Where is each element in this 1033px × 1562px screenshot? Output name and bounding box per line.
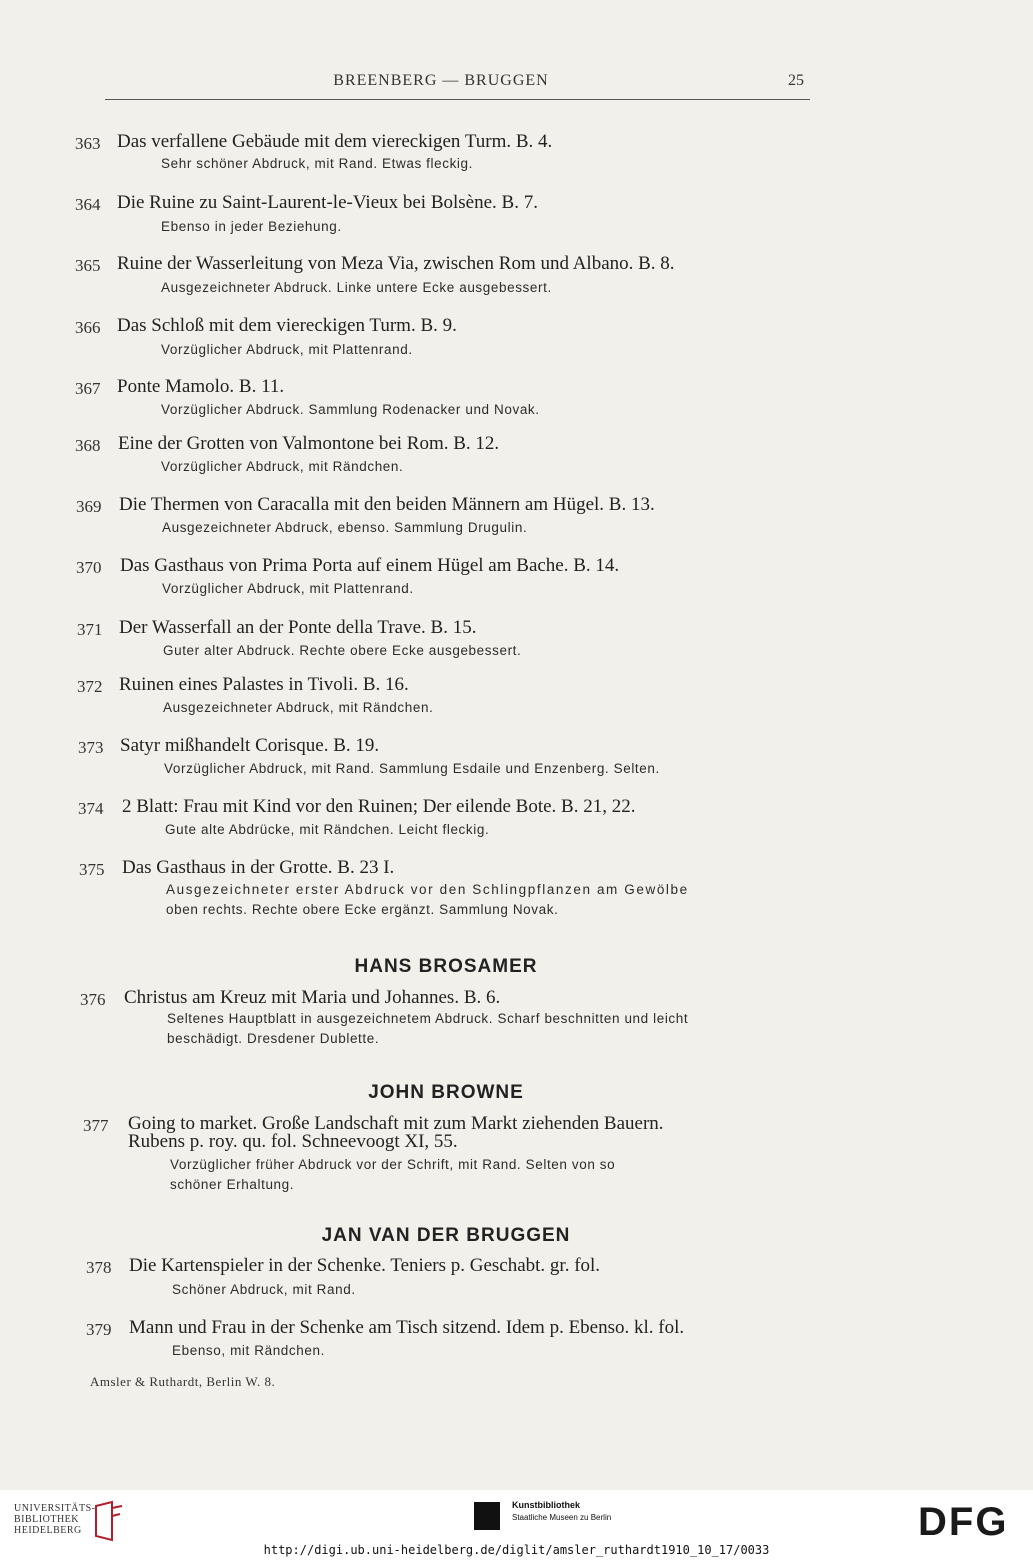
entry-title-continued: Rubens p. roy. qu. fol. Schneevoogt XI, 55. <box>128 1131 458 1152</box>
entry-note-continued: beschädigt. Dresdener Dublette. <box>167 1031 380 1046</box>
entry-note: Vorzüglicher Abdruck, mit Plattenrand. <box>162 581 414 596</box>
entry-title: Der Wasserfall an der Ponte della Trave. B. 15. <box>119 617 477 638</box>
entry-title: Das Gasthaus von Prima Porta auf einem Hügel am Bache. B. 14. <box>120 555 620 576</box>
entry-number: 377 <box>83 1116 109 1135</box>
entry-number: 371 <box>77 620 103 639</box>
permalink-url[interactable]: http://digi.ub.uni-heidelberg.de/diglit/amsler_ruthardt1910_10_17/0033 <box>263 1543 770 1557</box>
entry-note-continued: schöner Erhaltung. <box>170 1177 295 1192</box>
entry-note: Vorzüglicher Abdruck, mit Rand. Sammlung Esdaile und Enzenberg. Selten. <box>164 761 660 776</box>
header-rule <box>105 99 810 100</box>
dfg-logo: DFG <box>918 1500 1009 1544</box>
entry-number: 364 <box>75 195 101 214</box>
entry-number: 367 <box>75 379 101 398</box>
running-header: BREENBERG — BRUGGEN <box>333 72 549 89</box>
kunstbibliothek-logo-icon <box>474 1502 500 1530</box>
entry-note: Ebenso, mit Rändchen. <box>172 1343 325 1358</box>
entry-note: Vorzüglicher früher Abdruck vor der Schrift, mit Rand. Selten von so <box>170 1157 616 1172</box>
university-logo-line: BIBLIOTHEK <box>14 1514 79 1525</box>
entry-note: Vorzüglicher Abdruck, mit Plattenrand. <box>161 342 413 357</box>
entry-title: Die Kartenspieler in der Schenke. Teniers p. Geschabt. gr. fol. <box>129 1255 601 1276</box>
entry-note: Seltenes Hauptblatt in ausgezeichnetem Abdruck. Scharf beschnitten und leicht <box>167 1011 689 1026</box>
university-emblem-icon <box>92 1500 126 1544</box>
entry-title: Mann und Frau in der Schenke am Tisch sitzend. Idem p. Ebenso. kl. fol. <box>129 1317 685 1338</box>
library-name: Kunstbibliothek <box>512 1500 580 1510</box>
entry-number: 372 <box>77 677 103 696</box>
entry-title: Ponte Mamolo. B. 11. <box>117 376 285 397</box>
entry-note: Ebenso in jeder Beziehung. <box>161 219 342 234</box>
entry-note: Vorzüglicher Abdruck. Sammlung Rodenacker und Novak. <box>161 402 540 417</box>
entry-title: Die Thermen von Caracalla mit den beiden Männern am Hügel. B. 13. <box>119 494 655 515</box>
entry-note: Guter alter Abdruck. Rechte obere Ecke ausgebessert. <box>163 643 522 658</box>
entry-note: Schöner Abdruck, mit Rand. <box>172 1282 356 1297</box>
entry-title: Eine der Grotten von Valmontone bei Rom. B. 12. <box>118 433 500 454</box>
section-heading-brosamer: HANS BROSAMER <box>354 956 538 977</box>
entry-number: 375 <box>79 860 105 879</box>
entry-number: 365 <box>75 256 101 275</box>
university-logo-line: HEIDELBERG <box>14 1525 82 1536</box>
entry-title: Das verfallene Gebäude mit dem viereckigen Turm. B. 4. <box>117 131 553 152</box>
entry-number: 366 <box>75 318 101 337</box>
entry-title: 2 Blatt: Frau mit Kind vor den Ruinen; Der eilende Bote. B. 21, 22. <box>122 796 636 817</box>
entry-note: Ausgezeichneter Abdruck, mit Rändchen. <box>163 700 434 715</box>
entry-note: Gute alte Abdrücke, mit Rändchen. Leicht fleckig. <box>165 822 490 837</box>
entry-number: 376 <box>80 990 106 1009</box>
page-number: 25 <box>788 72 804 89</box>
entry-number: 369 <box>76 497 102 516</box>
printer-imprint: Amsler & Ruthardt, Berlin W. 8. <box>90 1374 276 1389</box>
section-heading-browne: JOHN BROWNE <box>368 1082 524 1103</box>
entry-number: 363 <box>75 134 101 153</box>
section-heading-bruggen: JAN VAN DER BRUGGEN <box>321 1225 571 1246</box>
entry-note-continued: oben rechts. Rechte obere Ecke ergänzt. Sammlung Novak. <box>166 902 559 917</box>
university-logo-line: UNIVERSITÄTS- <box>14 1503 96 1514</box>
entry-title: Christus am Kreuz mit Maria und Johannes. B. 6. <box>124 987 501 1008</box>
entry-title: Ruine der Wasserleitung von Meza Via, zwischen Rom und Albano. B. 8. <box>117 253 675 274</box>
library-subtitle: Staatliche Museen zu Berlin <box>512 1513 612 1522</box>
entry-title: Die Ruine zu Saint-Laurent-le-Vieux bei Bolsène. B. 7. <box>117 192 538 213</box>
entry-number: 378 <box>86 1258 112 1277</box>
entry-number: 370 <box>76 558 102 577</box>
entry-title: Das Gasthaus in der Grotte. B. 23 I. <box>122 857 395 878</box>
entry-note: Vorzüglicher Abdruck, mit Rändchen. <box>161 459 404 474</box>
entry-number: 374 <box>78 799 104 818</box>
entry-title: Das Schloß mit dem viereckigen Turm. B. 9. <box>117 315 457 336</box>
entry-title: Ruinen eines Palastes in Tivoli. B. 16. <box>119 674 409 695</box>
entry-note: Ausgezeichneter Abdruck. Linke untere Ecke ausgebessert. <box>161 280 552 295</box>
entry-number: 373 <box>78 738 104 757</box>
entry-title: Satyr mißhandelt Corisque. B. 19. <box>120 735 380 756</box>
university-library-logo <box>14 1503 96 1536</box>
entry-number: 379 <box>86 1320 112 1339</box>
entry-note: Sehr schöner Abdruck, mit Rand. Etwas fleckig. <box>161 156 473 171</box>
entry-note: Ausgezeichneter Abdruck, ebenso. Sammlung Drugulin. <box>162 520 528 535</box>
entry-title: Going to market. Große Landschaft mit zum Markt ziehenden Bauern. <box>128 1113 664 1134</box>
entry-number: 368 <box>75 436 101 455</box>
entry-note: Ausgezeichneter erster Abdruck vor den Schlingpflanzen am Gewölbe <box>166 882 689 897</box>
